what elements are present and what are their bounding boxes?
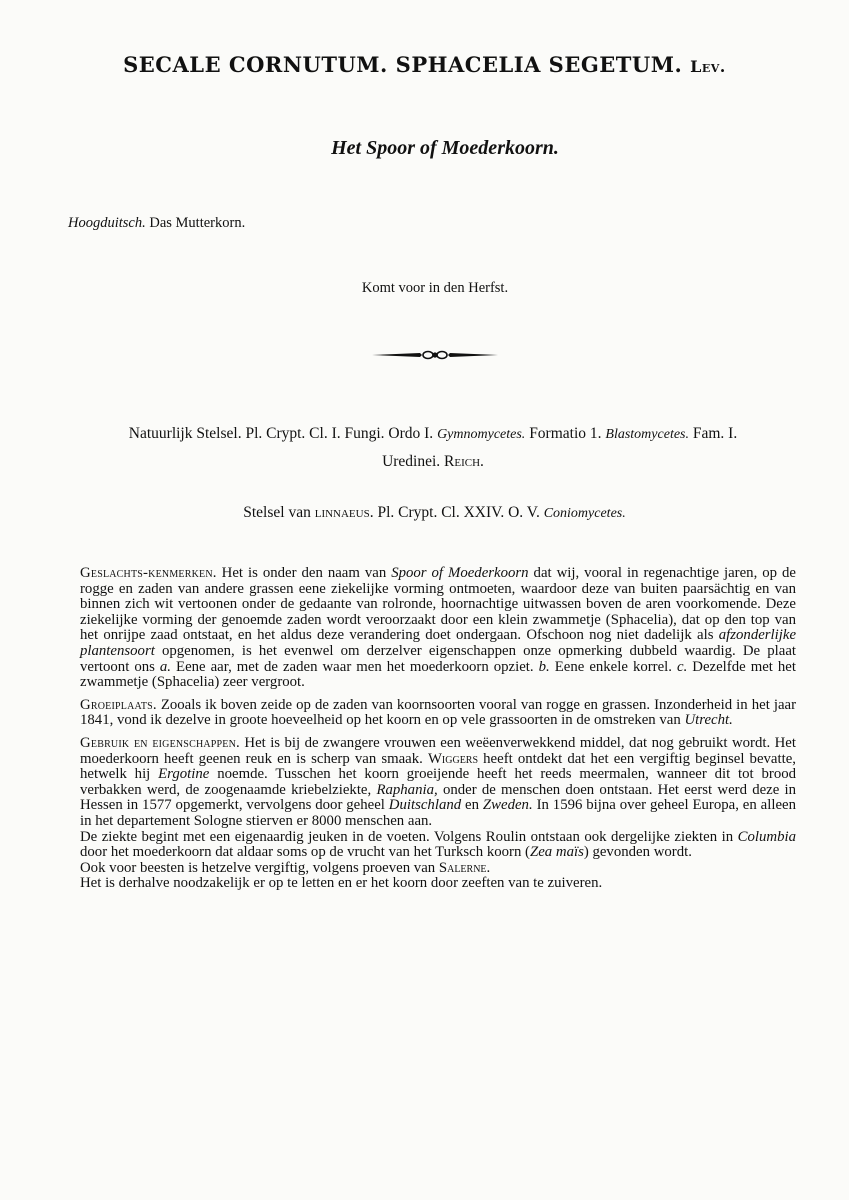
paragraph-groeiplaats (80, 698, 796, 729)
family-label: Fam. I. (692, 425, 738, 442)
text: In 1596 bijna over geheel Europa, en alleen in het departement Sologne stierven er 8000 menschen aan. (80, 797, 796, 829)
italic-text: Zea maïs (529, 844, 584, 861)
body-text (80, 566, 796, 892)
text: opgenomen, is het evenwel om derzelver eigenschappen onze opmerking dubbeld waardig. De plaat vertoont ons (80, 642, 797, 675)
ordo-name: Gymnomycetes. (437, 427, 526, 442)
italic-text: Spoor of Moederkoorn (391, 565, 529, 581)
authority: Reich. (444, 453, 484, 470)
text: heeft ontdekt dat het een vergiftig beginsel bevatte, hetwelk hij (80, 750, 796, 783)
paragraph-slot (80, 876, 796, 892)
linnaeus-prefix: Stelsel van (243, 504, 311, 521)
text: noemde. Tusschen het koorn groeijende heeft het reeds meermalen, wanneer dit tot brood verbakken werd, de zoogenaamde kriebelziekte, (80, 766, 797, 798)
italic-text: Columbia (737, 828, 796, 845)
figure-ref-b: b. (538, 658, 550, 675)
italic-text: Utrecht. (684, 712, 733, 729)
linnaeus-classification (0, 504, 849, 522)
title-genus: SECALE CORNUTUM. (123, 52, 388, 77)
section-heading: Groeiplaats. (80, 696, 157, 713)
italic-text: afzonderlijke plantensoort (80, 627, 797, 659)
italic-text: Zweden. (482, 797, 533, 814)
linnaeus-rest: Pl. Crypt. Cl. XXIV. O. V. (377, 504, 540, 521)
title-species: SPHACELIA SEGETUM. (395, 52, 683, 77)
paragraph-beesten (80, 861, 796, 877)
family-name: Uredinei. (382, 453, 441, 470)
paragraph-kenmerken (80, 566, 796, 691)
linnaeus-name: linnaeus. (314, 504, 374, 521)
person-name: Salerne. (438, 859, 491, 876)
text: Eene aar, met de zaden waar men het moederkoorn opziet. (176, 658, 534, 675)
section-heading: Geslachts-kenmerken. (80, 565, 217, 581)
season-line: Komt voor in den Herfst. (361, 280, 509, 296)
text: Dezelfde met het zwammetje (Sphacelia) zeer vergroot. (80, 658, 796, 691)
page-title (0, 52, 849, 77)
text: door het moederkoorn dat aldaar soms op de vrucht van het Turksch koorn ( (80, 844, 530, 861)
natural-system-classification (68, 420, 798, 475)
natural-system-prefix: Natuurlijk Stelsel. Pl. Crypt. Cl. I. Fungi. Ordo I. (128, 425, 434, 442)
text: en (465, 797, 480, 814)
italic-text: Raphania, (376, 781, 438, 798)
text: onder de menschen doen ontstaan. Het eerst werd deze in Hessen in 1577 opgemerkt, vervolgens door geheel (80, 781, 797, 814)
text: Zooals ik boven zeide op de zaden van koornsoorten vooral van rogge en grassen. Inzonderheid in het jaar 1841, vond ik dezelve in groote hoeveelheid op het koorn en op vele grassoorten in de omstreken van (80, 696, 797, 729)
formatio-name: Blastomycetes. (605, 427, 689, 442)
linnaeus-group: Coniomycetes. (543, 506, 626, 521)
paragraph-gebruik (80, 736, 796, 830)
text: ) gevonden wordt. (583, 844, 692, 861)
text: Het is bij de zwangere vrouwen een weëenverwekkend middel, dat nog gebruikt wordt. Het moederkoorn heeft geenen reuk en is scherp van smaak. (80, 734, 796, 767)
section-heading: Gebruik en eigenschappen. (80, 734, 240, 751)
text: Ook voor beesten is hetzelve vergiftig, volgens proeven van (80, 859, 436, 876)
person-name: Wiggers (427, 750, 479, 767)
text: Het is onder den naam van (221, 565, 387, 581)
text: Het is derhalve noodzakelijk er op te letten en er het koorn door zeeften van te zuiveren. (80, 875, 603, 892)
formatio: Formatio 1. (529, 425, 602, 442)
text: De ziekte begint met een eigenaardig jeuken in de voeten. Volgens Roulin ontstaan ook dergelijke ziekten in (80, 828, 734, 845)
italic-text: Duitschland (388, 797, 462, 814)
dutch-name: Het Spoor of Moederkoorn. (331, 137, 559, 159)
german-label: Hoogduitsch. (68, 215, 146, 231)
figure-ref-a: a. (159, 658, 172, 675)
german-name-line (68, 215, 245, 232)
text: dat wij, vooral in regenachtige jaren, op de rogge en zaden van andere grassen eene ziekelijke vorming ontmoeten, waardoor deze van buiten paarsächtig en van binnen zich wit vertoonen onder de gedaante van rolronde, hoornachtige uitwassen boven de aren voorkomende. Deze ziekelijke vorming der genoemde zaden wordt veroorzaakt door een klein zwammetje (Sphacelia), dat op den top van het onrijpe zaad ontstaat, en het aldus deze verandering doet ondergaan. Ofschoon nog niet dadelijk als (80, 565, 796, 644)
figure-ref-c: c. (677, 658, 688, 675)
ornament-divider (370, 347, 500, 363)
title-author: Lev. (690, 57, 726, 76)
text: Eene enkele korrel. (554, 658, 672, 675)
german-name: Das Mutterkorn. (149, 215, 246, 231)
italic-text: Ergotine (158, 766, 210, 783)
paragraph-ziekte (80, 830, 796, 861)
